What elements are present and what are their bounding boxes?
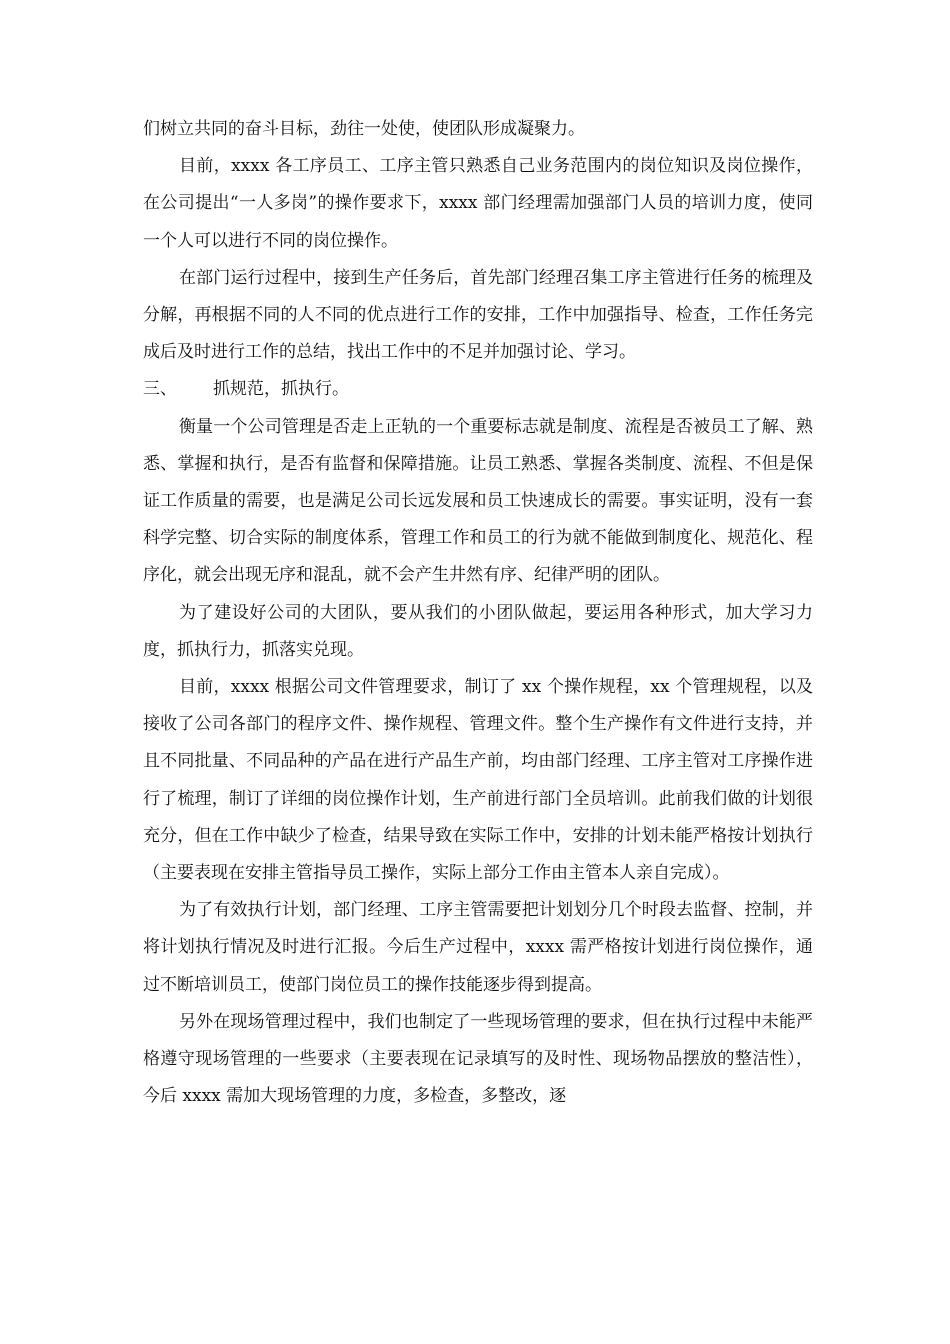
paragraph-7: 为了有效执行计划，部门经理、工序主管需要把计划划分几个时段去监督、控制，并将计划执行情况及时进行汇报。今后生产过程中，xxxx 需严格按计划进行岗位操作，通过不断培训员工，使部门岗位员工的操作技能逐步得到提高。: [143, 900, 813, 995]
document-body: [143, 111, 813, 1115]
paragraph-4: 衡量一个公司管理是否走上正轨的一个重要标志就是制度、流程是否被员工了解、熟悉、掌握和执行，是否有监督和保障措施。让员工熟悉、掌握各类制度、流程、不但是保证工作质量的需要，也是满足公司长远发展和员工快速成长的需要。事实证明，没有一套科学完整、切合实际的制度体系，管理工作和员工的行为就不能做到制度化、规范化、程序化，就会出现无序和混乱，就不会产生井然有序、纪律严明的团队。: [143, 416, 813, 586]
section-number: 三、: [143, 379, 177, 400]
paragraph-1: 们树立共同的奋斗目标，劲往一处使，使团队形成凝聚力。: [143, 119, 585, 139]
paragraph-2: 目前，xxxx 各工序员工、工序主管只熟悉自己业务范围内的岗位知识及岗位操作，在公司提出“一人多岗”的操作要求下，xxxx 部门经理需加强部门人员的培训力度，使同一个人可以进行不同的岗位操作。: [143, 156, 813, 251]
section-title: 抓规范，抓执行。: [213, 379, 349, 400]
paragraph-6: 目前，xxxx 根据公司文件管理要求，制订了 xx 个操作规程，xx 个管理规程，以及接收了公司各部门的程序文件、操作规程、管理文件。整个生产操作有文件进行支持，并且不同批量、不同品种的产品在进行产品生产前，均由部门经理、工序主管对工序操作进行了梳理，制订了详细的岗位操作计划，生产前进行部门全员培训。此前我们做的计划很充分，但在工作中缺少了检查，结果导致在实际工作中，安排的计划未能严格按计划执行（主要表现在安排主管指导员工操作，实际上部分工作由主管本人亲自完成）。: [143, 677, 813, 884]
paragraph-5: 为了建设好公司的大团队，要从我们的小团队做起，要运用各种形式，加大学习力度，抓执行力，抓落实兑现。: [143, 602, 813, 660]
paragraph-3: 在部门运行过程中，接到生产任务后，首先部门经理召集工序主管进行任务的梳理及分解，再根据不同的人不同的优点进行工作的安排，工作中加强指导、检查，工作任务完成后及时进行工作的总结，找出工作中的不足并加强讨论、学习。: [143, 267, 813, 363]
paragraph-8: 另外在现场管理过程中，我们也制定了一些现场管理的要求，但在执行过程中未能严格遵守现场管理的一些要求（主要表现在记录填写的及时性、现场物品摆放的整洁性），今后 xxxx 需加大现场管理的力度，多检查，多整改，逐: [143, 1011, 813, 1107]
section-heading: [143, 371, 813, 408]
